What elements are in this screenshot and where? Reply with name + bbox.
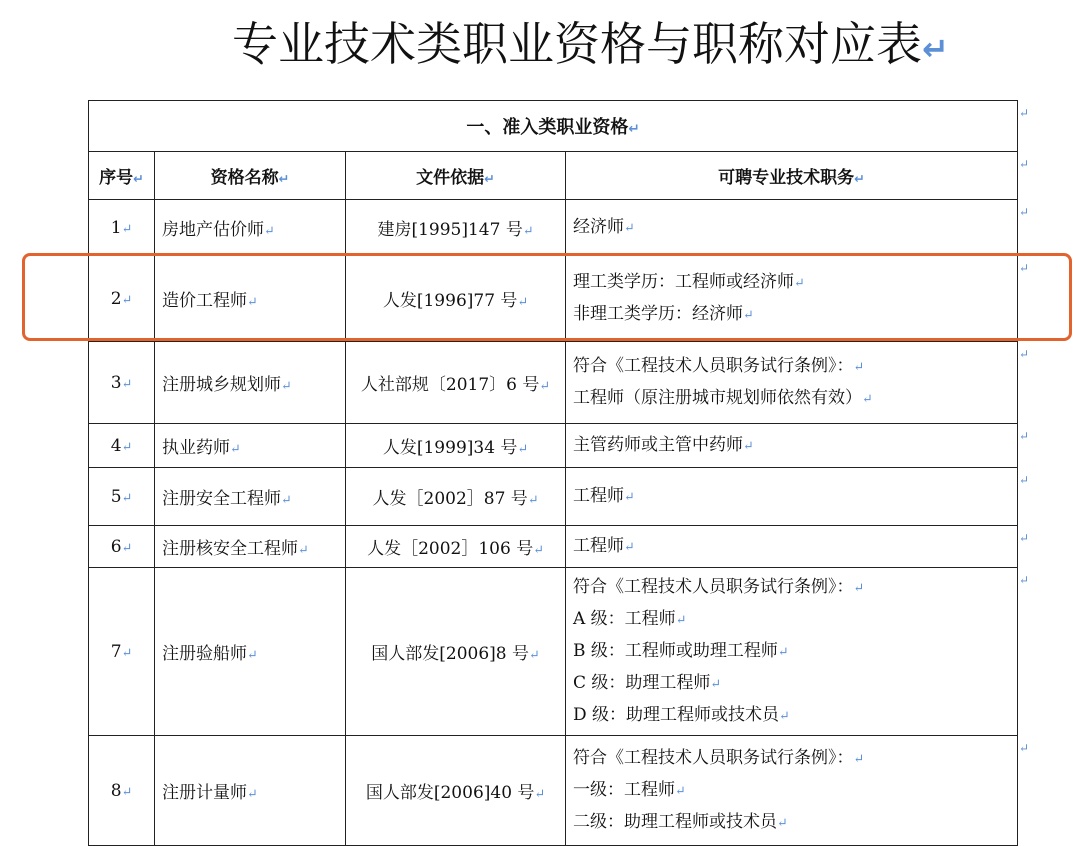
position-line: 工程师↵ — [573, 535, 635, 556]
qualification-name: 注册核安全工程师↵ — [155, 526, 346, 568]
position-line: 符合《工程技术人员职务试行条例》：↵ — [573, 355, 865, 376]
eligible-positions — [566, 342, 1018, 424]
paragraph-mark-icon: ↵ — [743, 307, 754, 323]
row-end-mark-icon: ↵ — [1019, 531, 1030, 545]
paragraph-mark-icon: ↵ — [230, 442, 241, 457]
position-line: 工程师（原注册城市规划师依然有效）↵ — [573, 387, 873, 408]
row-number: 6↵ — [89, 526, 155, 568]
qualification-name: 注册计量师↵ — [155, 736, 346, 846]
row-number: 1↵ — [89, 200, 155, 256]
row-end-mark-icon: ↵ — [1019, 157, 1030, 171]
row-end-mark-icon: ↵ — [1019, 106, 1030, 120]
table-row — [89, 568, 1018, 736]
eligible-positions — [566, 200, 1018, 256]
paragraph-mark-icon: ↵ — [628, 121, 640, 137]
document-basis: 国人部发[2006]8 号↵ — [346, 568, 566, 736]
paragraph-mark-icon: ↵ — [529, 648, 540, 663]
eligible-positions — [566, 526, 1018, 568]
paragraph-mark-icon: ↵ — [121, 490, 133, 506]
document-basis: 人发[1996]77 号↵ — [346, 256, 566, 342]
paragraph-mark-icon: ↵ — [121, 784, 133, 800]
paragraph-mark-icon: ↵ — [121, 439, 133, 455]
eligible-positions — [566, 468, 1018, 526]
qualification-name: 注册安全工程师↵ — [155, 468, 346, 526]
paragraph-mark-icon: ↵ — [121, 540, 133, 556]
paragraph-mark-icon: ↵ — [247, 295, 258, 310]
paragraph-mark-icon: ↵ — [624, 489, 635, 505]
position-line: 一级：工程师↵ — [573, 779, 686, 800]
paragraph-mark-icon: ↵ — [121, 645, 133, 661]
section-title: 一、准入类职业资格↵ — [89, 101, 1018, 152]
table-row — [89, 342, 1018, 424]
paragraph-mark-icon: ↵ — [779, 708, 790, 724]
col-header-doc: 文件依据↵ — [346, 152, 566, 200]
paragraph-mark-icon: ↵ — [517, 442, 529, 457]
row-end-mark-icon: ↵ — [1019, 573, 1030, 587]
qualification-name: 房地产估价师↵ — [155, 200, 346, 256]
position-line: D 级：助理工程师或技术员↵ — [573, 704, 790, 725]
row-number: 5↵ — [89, 468, 155, 526]
paragraph-mark-icon: ↵ — [853, 359, 865, 375]
paragraph-mark-icon: ↵ — [522, 224, 534, 239]
page-title — [232, 14, 949, 79]
paragraph-mark-icon: ↵ — [264, 224, 275, 239]
position-line: 主管药师或主管中药师↵ — [573, 434, 754, 455]
paragraph-mark-icon: ↵ — [675, 612, 687, 628]
row-number: 2↵ — [89, 256, 155, 342]
column-header-row — [89, 152, 1018, 200]
qualification-name: 注册城乡规划师↵ — [155, 342, 346, 424]
title-text: 专业技术类职业资格与职称对应表 — [232, 17, 922, 71]
paragraph-mark-icon: ↵ — [794, 275, 805, 291]
document-basis: 人社部规〔2017〕6 号↵ — [346, 342, 566, 424]
row-number: 8↵ — [89, 736, 155, 846]
paragraph-mark-icon: ↵ — [534, 787, 546, 802]
section-header-row — [89, 101, 1018, 152]
table-row — [89, 200, 1018, 256]
position-line: 理工类学历：工程师或经济师↵ — [573, 271, 805, 292]
document-basis: 人发［2002］106 号↵ — [346, 526, 566, 568]
col-header-num: 序号↵ — [89, 152, 155, 200]
position-line: 非理工类学历：经济师↵ — [573, 303, 754, 324]
paragraph-mark-icon: ↵ — [710, 676, 722, 692]
col-header-name: 资格名称↵ — [155, 152, 346, 200]
position-line: 符合《工程技术人员职务试行条例》：↵ — [573, 747, 865, 768]
position-line: 工程师↵ — [573, 485, 635, 506]
col-header-pos: 可聘专业技术职务↵ — [566, 152, 1018, 200]
row-end-mark-icon: ↵ — [1019, 205, 1030, 219]
row-end-mark-icon: ↵ — [1019, 473, 1030, 487]
paragraph-mark-icon: ↵ — [624, 539, 635, 555]
paragraph-mark-icon: ↵ — [121, 221, 133, 237]
table-row — [89, 736, 1018, 846]
document-basis: 建房[1995]147 号↵ — [346, 200, 566, 256]
position-line: C 级：助理工程师↵ — [573, 672, 722, 693]
paragraph-mark-icon: ↵ — [539, 379, 551, 394]
row-number: 3↵ — [89, 342, 155, 424]
paragraph-mark-icon: ↵ — [247, 787, 258, 802]
paragraph-mark-icon: ↵ — [853, 580, 865, 596]
eligible-positions — [566, 736, 1018, 846]
position-line: A 级：工程师↵ — [573, 608, 687, 629]
paragraph-mark-icon: ↵ — [922, 30, 949, 68]
table-row — [89, 526, 1018, 568]
table-row — [89, 256, 1018, 342]
qualification-name: 造价工程师↵ — [155, 256, 346, 342]
qualification-table — [88, 100, 1018, 846]
paragraph-mark-icon: ↵ — [298, 543, 309, 558]
position-line: 二级：助理工程师或技术员↵ — [573, 811, 788, 832]
paragraph-mark-icon: ↵ — [743, 438, 754, 454]
table-row — [89, 468, 1018, 526]
row-end-mark-icon: ↵ — [1019, 261, 1030, 275]
paragraph-mark-icon: ↵ — [517, 295, 529, 310]
row-end-mark-icon: ↵ — [1019, 741, 1030, 755]
eligible-positions — [566, 568, 1018, 736]
document-basis: 人发［2002］87 号↵ — [346, 468, 566, 526]
paragraph-mark-icon: ↵ — [278, 172, 290, 187]
eligible-positions — [566, 256, 1018, 342]
qualification-name: 注册验船师↵ — [155, 568, 346, 736]
qualification-name: 执业药师↵ — [155, 424, 346, 468]
paragraph-mark-icon: ↵ — [133, 172, 144, 187]
row-end-mark-icon: ↵ — [1019, 429, 1030, 443]
eligible-positions — [566, 424, 1018, 468]
paragraph-mark-icon: ↵ — [281, 493, 292, 508]
row-number: 7↵ — [89, 568, 155, 736]
paragraph-mark-icon: ↵ — [675, 783, 686, 799]
document-basis: 国人部发[2006]40 号↵ — [346, 736, 566, 846]
paragraph-mark-icon: ↵ — [777, 815, 788, 831]
paragraph-mark-icon: ↵ — [121, 292, 133, 308]
document-basis: 人发[1999]34 号↵ — [346, 424, 566, 468]
paragraph-mark-icon: ↵ — [247, 648, 258, 663]
paragraph-mark-icon: ↵ — [854, 172, 865, 187]
row-end-mark-icon: ↵ — [1019, 347, 1030, 361]
paragraph-mark-icon: ↵ — [527, 493, 539, 508]
table-row — [89, 424, 1018, 468]
paragraph-mark-icon: ↵ — [862, 391, 873, 407]
position-line: 经济师↵ — [573, 216, 635, 237]
paragraph-mark-icon: ↵ — [853, 751, 865, 767]
paragraph-mark-icon: ↵ — [533, 543, 544, 558]
paragraph-mark-icon: ↵ — [121, 376, 133, 392]
paragraph-mark-icon: ↵ — [777, 644, 789, 660]
row-number: 4↵ — [89, 424, 155, 468]
paragraph-mark-icon: ↵ — [281, 379, 292, 394]
position-line: 符合《工程技术人员职务试行条例》：↵ — [573, 576, 865, 597]
paragraph-mark-icon: ↵ — [484, 172, 495, 187]
position-line: B 级：工程师或助理工程师↵ — [573, 640, 789, 661]
paragraph-mark-icon: ↵ — [624, 220, 635, 236]
